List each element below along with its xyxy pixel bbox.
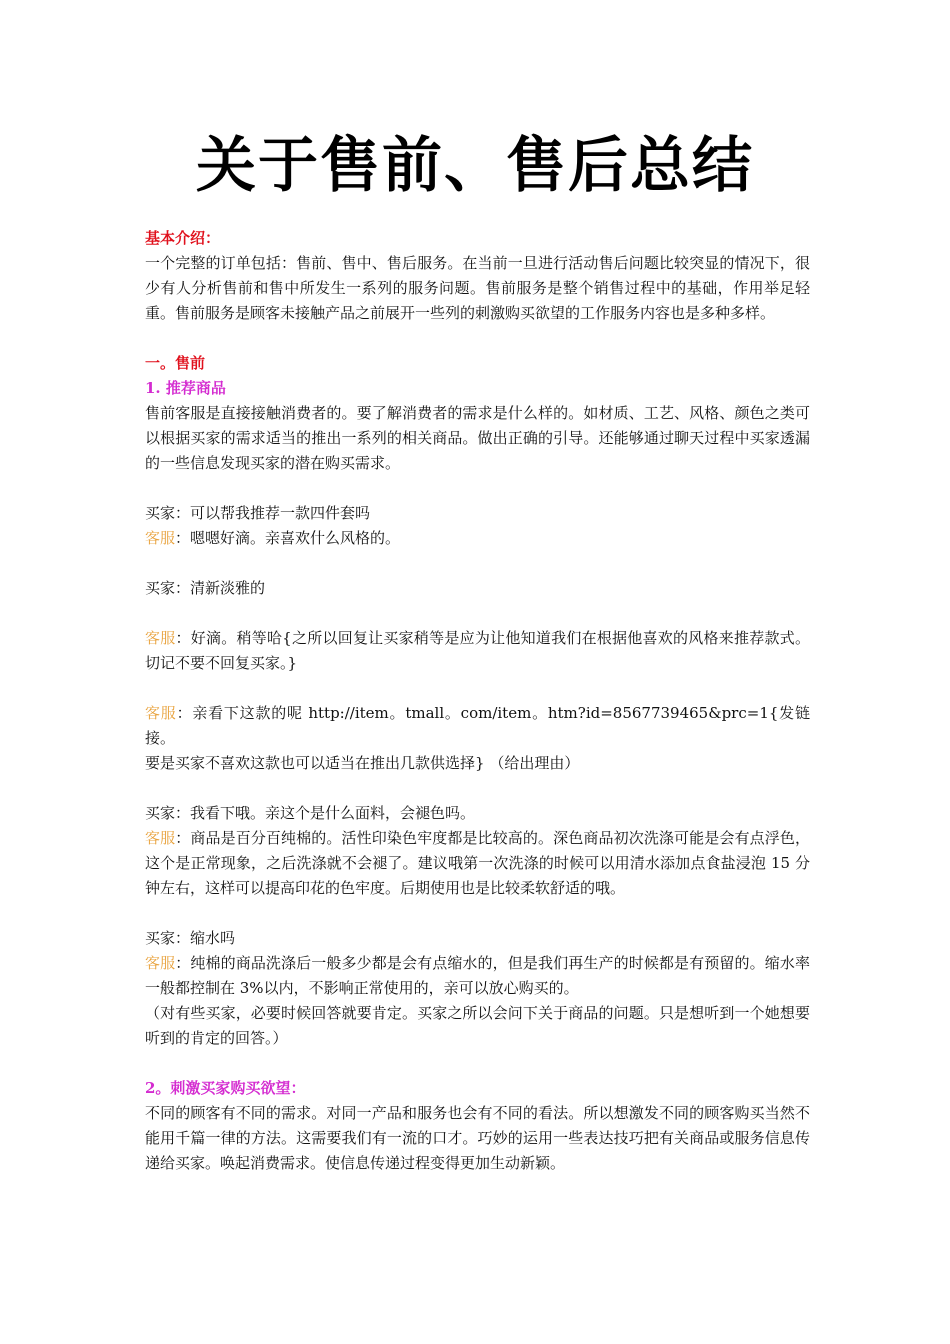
cs-message: 纯棉的商品洗涤后一般多少都是会有点缩水的，但是我们再生产的时候都是有预留的。缩水率一般都控制在 3%以内，不影响正常使用的，亲可以放心购买的。 [145,954,810,997]
dialog-note: （对有些买家，必要时候回答就要肯定。买家之所以会问下关于商品的问题。只是想听到一个她想要听到的肯定的回答。） [145,1004,810,1047]
buyer-message: 清新淡雅的 [190,579,266,597]
colon: ： [175,629,191,647]
cs-message-with-link: 亲看下这款的呢 http://item。tmall。com/item。htm?id=8567739465&prc=1{发链接。 [145,704,810,747]
cs-label: 客服 [145,829,176,847]
spacer [145,676,810,701]
colon: ： [175,829,191,847]
buyer-label: 买家： [145,929,191,947]
buyer-label: 买家： [145,804,191,822]
intro-heading: 基本介绍： [145,229,221,247]
dialog-cs-line [145,526,810,551]
cs-message: 商品是百分百纯棉的。活性印染色牢度都是比较高的。深色商品初次洗涤可能是会有点浮色，这个是正常现象，之后洗涤就不会褪了。建议哦第一次洗涤的时候可以用清水添加点食盐浸泡 15 分钟左右，这样可以提高印花的色牢度。后期使用也是比较柔软舒适的哦。 [145,829,810,897]
spacer [145,1051,810,1076]
spacer [145,901,810,926]
dialog-cs-line [145,626,810,676]
cs-message: 好滴。稍等哈{之所以回复让买家稍等是应为让他知道我们在根据他喜欢的风格来推荐款式。切记不要不回复买家。} [145,629,810,672]
spacer [145,776,810,801]
intro-paragraph: 一个完整的订单包括：售前、售中、售后服务。在当前一旦进行活动售后问题比较突显的情况下，很少有人分析售前和售中所发生一系列的服务问题。售前服务是整个销售过程中的基础，作用举足轻重。售前服务是顾客未接触产品之前展开一些列的刺激购买欲望的工作服务内容也是多种多样。 [145,254,810,322]
spacer [145,326,810,351]
dialog-buyer-line [145,501,810,526]
recommend-paragraph: 售前客服是直接接触消费者的。要了解消费者的需求是什么样的。如材质、工艺、风格、颜色之类可以根据买家的需求适当的推出一系列的相关商品。做出正确的引导。还能够通过聊天过程中买家透漏的一些信息发现买家的潜在购买需求。 [145,404,810,472]
buyer-message: 可以帮我推荐一款四件套吗 [190,504,371,522]
colon: ： [175,954,191,972]
section-heading-presale: 一。售前 [145,354,206,372]
colon: ： [176,704,193,722]
spacer [145,551,810,576]
dialog-buyer-line [145,926,810,951]
dialog-buyer-line [145,576,810,601]
buyer-message: 缩水吗 [190,929,236,947]
page-title: 关于售前、售后总结 [196,131,754,201]
cs-message: 嗯嗯好滴。亲喜欢什么风格的。 [190,529,401,547]
dialog-cs-line [145,951,810,1001]
cs-label: 客服 [145,954,176,972]
cs-label: 客服 [145,704,177,722]
dialog-buyer-line [145,801,810,826]
cs-label: 客服 [145,629,176,647]
buyer-label: 买家： [145,504,191,522]
subheading-stimulate: 2。刺激买家购买欲望： [145,1079,306,1097]
buyer-message: 我看下哦。亲这个是什么面料，会褪色吗。 [190,804,476,822]
buyer-label: 买家： [145,579,191,597]
dialog-continuation: 要是买家不喜欢这款也可以适当在推出几款供选择} （给出理由） [145,754,580,772]
dialog-cs-line [145,701,810,751]
stimulate-paragraph: 不同的顾客有不同的需求。对同一产品和服务也会有不同的看法。所以想激发不同的顾客购买当然不能用千篇一律的方法。这需要我们有一流的口才。巧妙的运用一些表达技巧把有关商品或服务信息传递给买家。唤起消费需求。使信息传递过程变得更加生动新颖。 [145,1104,810,1172]
spacer [145,601,810,626]
spacer [145,476,810,501]
dialog-cs-line [145,826,810,901]
document-body [145,226,810,1176]
cs-label: 客服 [145,529,176,547]
colon: ： [175,529,191,547]
subheading-recommend: 1. 推荐商品 [145,379,226,397]
